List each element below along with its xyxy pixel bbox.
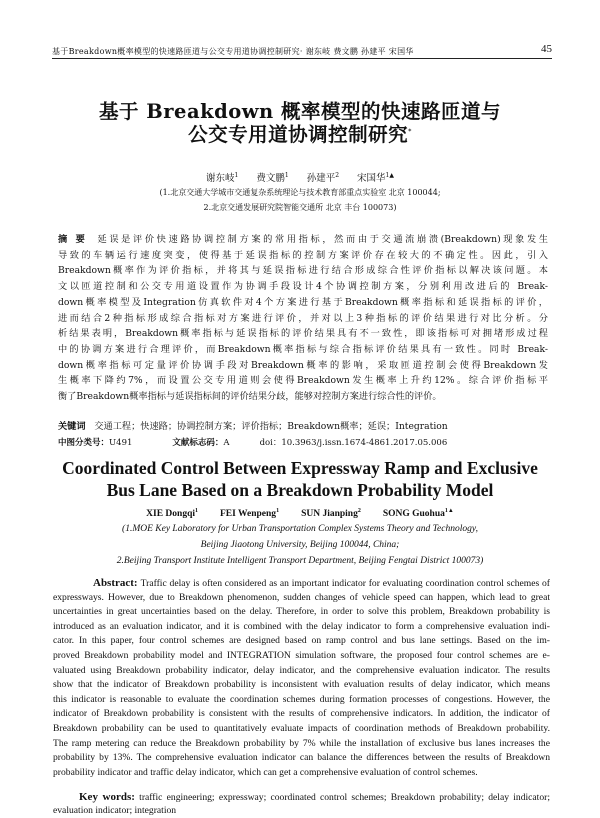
clc-value: U491 xyxy=(109,438,133,448)
clc-label: 中图分类号： xyxy=(58,438,110,448)
en-title-line-2: Bus Lane Based on a Breakdown Probability Model xyxy=(106,480,494,500)
author-affiliation-mark: 1 xyxy=(234,171,239,179)
author-name: 孙建平 xyxy=(306,173,336,184)
author-affiliation-mark: 1▲ xyxy=(444,508,454,514)
cn-title-line-2 xyxy=(0,119,600,147)
author-affiliation-mark: 1 xyxy=(284,171,289,179)
abstract-line xyxy=(53,678,550,692)
author xyxy=(357,173,394,184)
abstract-line-text: indicator of Breakdown probability is consistent with the results of comprehensive indicators. In addition, the indicator of xyxy=(53,708,550,720)
abstract-line-text: valuated using Breakdown probability indicator, delay indicator, and the comprehensive evaluation indicator. The results xyxy=(53,664,550,676)
abstract-line-text: down概率指标可定量评价协调手段对Breakdown概率的影响，采取匝道控制会使得Breakdown发 xyxy=(58,359,548,371)
abstract-label: 摘 要 xyxy=(58,234,88,245)
running-head-text: 基于Breakdown概率模型的快速路匝道与公交专用道协调控制研究· 谢东岐 费文鹏 孙建平 宋国华 xyxy=(52,47,414,56)
en-keywords-cont: evaluation indicator; integration xyxy=(53,805,177,816)
abstract-line-text: probability indicator and traffic delay indicator, which can get a comprehensive evaluation of control schemes. xyxy=(53,766,478,778)
en-keywords xyxy=(53,790,550,804)
en-authors xyxy=(0,508,600,519)
author-affiliation-mark: 1▲ xyxy=(385,171,394,179)
abstract-line-text: proved Breakdown probability model and INTEGRATION simulation software, the proposed four control schemes are e- xyxy=(53,650,550,661)
cn-keywords xyxy=(58,420,548,434)
doc-code-label: 文献标志码： xyxy=(172,438,224,448)
abstract-line-text: probability by 13%. The comprehensive evaluation indicator can balance the differences between the results of Breakdown xyxy=(53,752,550,764)
abstract-line xyxy=(58,343,548,357)
author-name: SONG Guohua xyxy=(382,509,445,520)
abstract-line xyxy=(58,390,548,404)
abstract-line-text: introduced as an evaluation indicator, and it is combined with the delay indicator to form a comprehensive evaluation indi- xyxy=(53,620,550,632)
author-name: XIE Dongqi xyxy=(146,509,195,520)
doi-label: doi： xyxy=(259,438,282,448)
en-affiliation-2: Beijing Jiaotong University, Beijing 100044, China; xyxy=(200,540,400,550)
title-footnote-mark: * xyxy=(408,128,412,136)
en-affiliation-3: 2.Beijing Transport Institute Intelligent Transport Department, Beijing Fengtai District 100073) xyxy=(116,556,484,566)
abstract-line-text: cator. In this paper, four control schemes are designed based on ramp control and bus lane settings. Based on the im- xyxy=(53,635,550,647)
abstract-line-text: show that the indicator of Breakdown probability is inconsistent with evaluation results of delay indicator, which means xyxy=(53,679,550,691)
cn-affiliation-1: (1.北京交通大学城市交通复杂系统理论与技术教育部重点实验室 北京 100044; xyxy=(159,188,441,197)
abstract-line xyxy=(53,737,550,751)
author xyxy=(256,173,288,184)
doi-value: 10.3963/j.issn.1674-4861.2017.05.006 xyxy=(281,438,448,448)
abstract-line xyxy=(58,264,548,278)
author xyxy=(383,509,454,519)
abstract-line xyxy=(53,664,550,678)
abstract-line-text: 衡了Breakdown概率指标与延误指标间的评价结果分歧，能够对控制方案进行综合性的评价。 xyxy=(58,391,442,402)
abstract-line xyxy=(53,591,550,605)
en-title-line-1: Coordinated Control Between Expressway Ramp and Exclusive xyxy=(62,458,538,478)
abstract-line xyxy=(58,327,548,341)
abstract-line xyxy=(53,634,550,648)
abstract-line xyxy=(58,249,548,263)
abstract-line xyxy=(53,766,550,780)
author-name: 谢东岐 xyxy=(206,173,235,184)
abstract-line xyxy=(58,359,548,373)
abstract-line xyxy=(53,693,550,707)
abstract-line xyxy=(53,576,550,590)
author-affiliation-mark: 1 xyxy=(195,508,198,514)
abstract-line-text: 文以匝道控制和公交专用道设置作为协调手段设计4个协调控制方案，分别利用改进后的 Break- xyxy=(58,281,548,293)
author xyxy=(301,509,361,519)
cn-authors xyxy=(0,170,600,184)
author-name: 费文鹏 xyxy=(256,173,285,184)
page-number: 45 xyxy=(541,43,552,55)
abstract-line-text: 析结果表明，Breakdown概率指标与延误指标的评价结果具有不一致性，即该指标可对拥堵形成过程 xyxy=(58,328,548,340)
abstract-line xyxy=(53,605,550,619)
author xyxy=(220,509,279,519)
doc-code-value: A xyxy=(223,438,230,448)
author-name: SUN Jianping xyxy=(301,509,358,520)
abstract-line xyxy=(58,374,548,388)
abstract-line-text: this indicator is reasonable to evaluate the coordination schemes during formation processes of congestions. However, the xyxy=(53,693,550,705)
cn-title-text: 公交专用道协调控制研究 xyxy=(188,123,409,146)
author-affiliation-mark: 2 xyxy=(357,508,361,514)
abstract-line-text: 延误是评价快速路协调控制方案的常用指标，然而由于交通流崩溃(Breakdown)现象发生 xyxy=(97,234,548,245)
abstract-line-text: 生概率下降约7%，而设置公交专用道则会使得Breakdown发生概率上升约12%。综合评价指标平 xyxy=(58,375,548,387)
abstract-line xyxy=(53,722,550,736)
abstract-line-text: 导致的车辆运行速度突变，使得基于延误指标的控制方案评价存在较大的不确定性。因此，引入 xyxy=(58,249,548,261)
author-affiliation-mark: 2 xyxy=(335,171,340,179)
author xyxy=(146,509,198,519)
author-name: FEI Wenpeng xyxy=(220,509,277,520)
abstract-line xyxy=(58,296,548,310)
author-affiliation-mark: 1 xyxy=(276,508,280,514)
cn-title-line-1: 基于 Breakdown 概率模型的快速路匝道与 xyxy=(99,100,501,123)
cn-keywords-text: 交通工程；快速路；协调控制方案；评价指标；Breakdown概率；延误；Integration xyxy=(94,421,448,432)
abstract-line xyxy=(53,707,550,721)
abstract-line-text: uncertainties in great uncertainties based on the delay. Therefore, in order to solve this problem, Breakdown probability is xyxy=(53,606,550,618)
abstract-line-text: down概率模型及Integration仿真软件对4个方案进行基于Breakdown概率指标和延误指标的评价， xyxy=(58,296,548,308)
abstract-line-text: 进而结合2种指标形成综合指标对方案进行评价，并对以上3种指标的评价结果进行对比分析。分 xyxy=(58,312,548,324)
author-name: 宋国华 xyxy=(357,173,386,184)
abstract-line xyxy=(53,620,550,634)
abstract-line xyxy=(53,649,550,663)
abstract-line-text: Traffic delay is often considered as an important indicator for evaluating coordination control schemes of xyxy=(140,578,550,589)
abstract-line xyxy=(58,280,548,294)
abstract-line xyxy=(58,233,548,247)
abstract-line xyxy=(58,312,548,326)
abstract-line-text: The ramp metering can reduce the Breakdown probability by 7% while the installation of exclusive bus lanes increases the xyxy=(53,737,550,749)
abstract-line-text: expressways. However, due to Breakdown phenomenon, sudden changes of vehicle speed can happen, which lead to great xyxy=(53,591,550,603)
abstract-line-text: Breakdown probability can be used to quantitatively evaluate impacts of coordination methods of Breakdown probability. xyxy=(53,723,550,734)
author xyxy=(307,173,339,184)
cn-keywords-label: 关键词 xyxy=(58,421,86,432)
abstract-line-text: Breakdown概率作为评价指标，并将其与延误指标进行结合形成综合性评价指标以解决该问题。本 xyxy=(58,265,548,277)
running-head xyxy=(52,44,552,59)
cn-classification xyxy=(58,436,548,450)
abstract-label: Abstract: xyxy=(93,577,138,589)
en-affiliation-1: (1.MOE Key Laboratory for Urban Transportation Complex Systems Theory and Technology, xyxy=(122,524,478,534)
en-keywords-label: Key words: xyxy=(79,791,135,803)
en-keywords-text: traffic engineering; expressway; coordinated control schemes; Breakdown probability; delay indicator; xyxy=(139,792,550,803)
author xyxy=(206,173,238,184)
abstract-line xyxy=(53,751,550,765)
abstract-line-text: 中的协调方案进行合理评价，而Breakdown概率指标与综合指标评价结果具有一致性。同时 Break- xyxy=(58,343,548,355)
cn-affiliation-2: 2.北京交通发展研究院智能交通所 北京 丰台 100073) xyxy=(203,203,397,212)
